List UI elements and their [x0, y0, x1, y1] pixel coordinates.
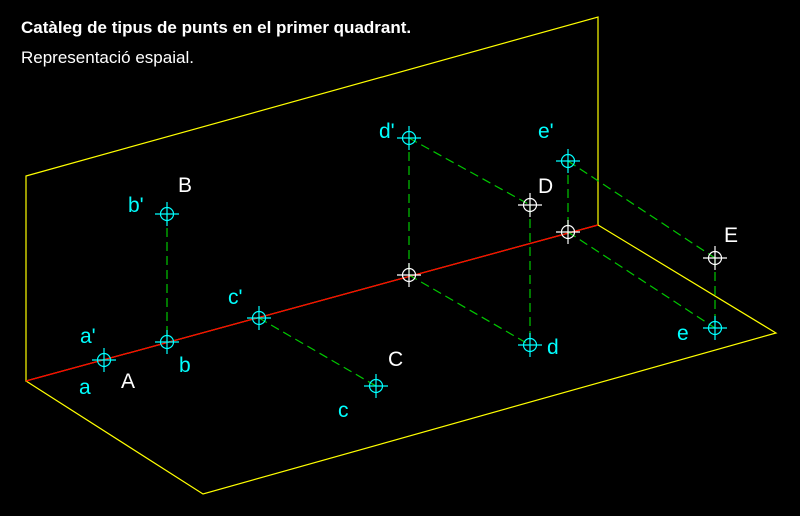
proj-c-line — [259, 318, 376, 386]
projector-lines — [167, 138, 715, 386]
marker-c-icon — [364, 374, 388, 398]
proj-e-top-line — [568, 232, 715, 328]
label-e: e — [677, 322, 689, 345]
marker-e-prime-icon — [556, 149, 580, 173]
marker-b-prime-icon — [155, 202, 179, 226]
marker-e-groundline-icon — [556, 220, 580, 244]
diagram-subtitle: Representació espaial. — [21, 48, 194, 67]
label-d-prime: d' — [379, 120, 395, 143]
label-c-prime: c' — [228, 286, 243, 309]
proj-d-top-line — [409, 275, 530, 345]
label-a-prime: a' — [80, 325, 96, 348]
marker-d-groundline-icon — [397, 263, 421, 287]
label-D: D — [538, 175, 554, 198]
label-a: a — [79, 376, 91, 399]
marker-c-prime-icon — [247, 306, 271, 330]
proj-e-front-line — [568, 161, 715, 258]
vertical-projection-plane — [26, 17, 598, 381]
label-b-prime: b' — [128, 194, 144, 217]
label-E: E — [724, 224, 739, 247]
label-c: c — [338, 399, 349, 422]
label-B: B — [178, 174, 193, 197]
marker-b-icon — [155, 330, 179, 354]
marker-d-icon — [518, 333, 542, 357]
marker-a-a-prime-icon — [92, 348, 116, 372]
label-A: A — [121, 370, 136, 393]
diagram-title: Catàleg de tipus de punts en el primer quadrant. — [21, 18, 412, 37]
marker-E-icon — [703, 246, 727, 270]
label-b: b — [179, 354, 191, 377]
marker-d-prime-icon — [397, 126, 421, 150]
ground-line — [26, 225, 598, 381]
label-e-prime: e' — [538, 120, 554, 143]
proj-d-front-line — [409, 138, 530, 205]
marker-e-icon — [703, 316, 727, 340]
label-d: d — [547, 336, 559, 359]
label-C: C — [388, 348, 404, 371]
